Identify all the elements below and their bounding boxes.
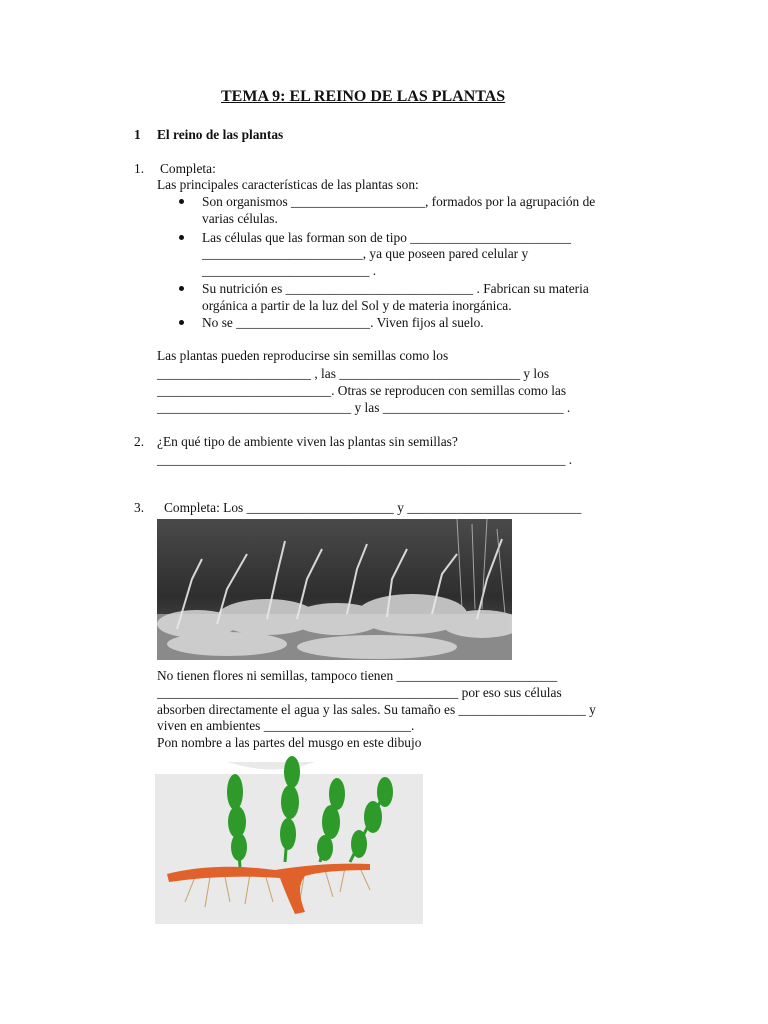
q2-question: ¿En qué tipo de ambiente viven las plantas sin semillas? bbox=[157, 434, 458, 449]
q1-bullet1-line2: varias células. bbox=[202, 211, 278, 226]
q1-bullet2-line1: Las células que las forman son de tipo ________________________ bbox=[202, 230, 571, 245]
q1-bullet3-line2: orgánica a partir de la luz del Sol y de materia inorgánica. bbox=[202, 298, 512, 313]
q1-label: Completa: bbox=[160, 161, 216, 176]
q3-text-line4: viven en ambientes ______________________. bbox=[157, 718, 415, 733]
q1-bullet2-line3: _________________________ . bbox=[202, 263, 377, 278]
q1-bullet1-line1: Son organismos ____________________, formados por la agrupación de bbox=[202, 194, 596, 209]
q3-text-line2: _____________________________________________ por eso sus células bbox=[157, 685, 562, 700]
q1-paragraph-line2: _______________________ , las ___________________________ y los bbox=[157, 366, 550, 381]
moss-diagram bbox=[155, 752, 423, 924]
q1-paragraph-line4: _____________________________ y las ___________________________ . bbox=[157, 400, 571, 415]
q3-text-line3: absorben directamente el agua y las sales. Su tamaño es ___________________ y bbox=[157, 702, 596, 717]
page-title: TEMA 9: EL REINO DE LAS PLANTAS bbox=[221, 88, 506, 105]
q3-text-line1: No tienen flores ni semillas, tampoco tienen ________________________ bbox=[157, 668, 558, 683]
q3-number: 3. bbox=[134, 500, 145, 515]
q2-answer-line: _____________________________________________________________ . bbox=[157, 452, 573, 467]
section-number: 1 bbox=[134, 127, 141, 142]
q3-text-line5: Pon nombre a las partes del musgo en este dibujo bbox=[157, 735, 422, 750]
q1-bullet2-line2: ________________________, ya que poseen pared celular y bbox=[202, 246, 529, 261]
q1-paragraph-line1: Las plantas pueden reproducirse sin semillas como los bbox=[157, 348, 449, 363]
q3-prompt: Completa: Los ______________________ y __________________________ bbox=[164, 500, 582, 515]
bullet-dot bbox=[179, 286, 184, 291]
q2-number: 2. bbox=[134, 434, 145, 449]
q1-bullet3-line1: Su nutrición es ____________________________ . Fabrican su materia bbox=[202, 281, 589, 296]
q1-number: 1. bbox=[134, 161, 145, 176]
q1-intro: Las principales características de las plantas son: bbox=[157, 177, 419, 192]
section-heading: El reino de las plantas bbox=[157, 127, 284, 142]
moss-photo bbox=[157, 519, 512, 660]
bullet-dot bbox=[179, 320, 184, 325]
q1-bullet4-line1: No se ____________________. Viven fijos al suelo. bbox=[202, 315, 484, 330]
q1-paragraph-line3: __________________________. Otras se reproducen con semillas como las bbox=[157, 383, 567, 398]
bullet-dot bbox=[179, 235, 184, 240]
bullet-dot bbox=[179, 199, 184, 204]
